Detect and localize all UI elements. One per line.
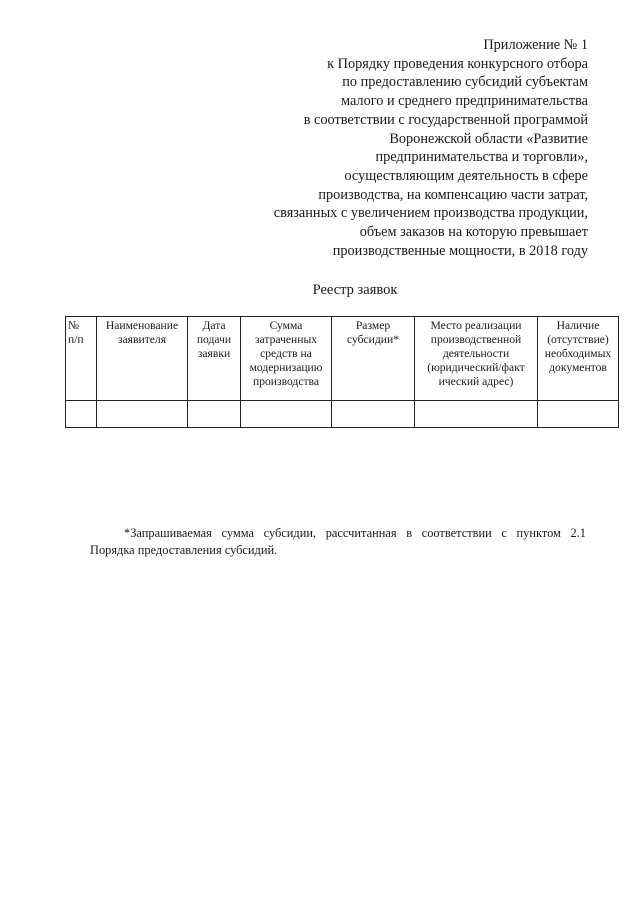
header-line: к Порядку проведения конкурсного отбора: [327, 55, 588, 72]
column-header-text: деятельности: [442, 347, 510, 360]
column-header-text: производственной: [430, 333, 522, 346]
appendix-header: [168, 36, 588, 260]
column-header-text: Наличие: [556, 319, 600, 332]
table-cell: [241, 401, 332, 428]
footnote-line: Порядка предоставления субсидий.: [90, 543, 278, 557]
column-header-text: подачи: [196, 333, 232, 346]
document-title: Реестр заявок: [312, 282, 398, 298]
header-line: производственные мощности, в 2018 году: [332, 242, 588, 259]
column-header-text: п/п: [68, 333, 84, 346]
column-header-text: Размер: [355, 319, 391, 332]
column-header-text: производства: [252, 375, 320, 388]
header-line: связанных с увеличением производства продукции,: [273, 205, 588, 222]
table-cell: [415, 401, 538, 428]
column-header-text: Наименование: [105, 319, 179, 332]
column-header-text: Дата: [202, 319, 226, 332]
column-header-text: №: [68, 319, 80, 332]
column-header-location: [415, 317, 538, 401]
header-line: в соответствии с государственной программой: [303, 111, 588, 128]
table-cell: [188, 401, 241, 428]
column-header-text: Место реализации: [430, 319, 522, 332]
column-header-text: документов: [549, 361, 607, 374]
column-header-text: затраченных: [254, 333, 318, 346]
column-header-text: (юридический/факт: [427, 361, 525, 374]
column-header-subsidy: [332, 317, 415, 401]
column-header-text: средств на: [260, 347, 312, 360]
column-header-text: модернизацию: [249, 361, 323, 374]
column-header-date: [188, 317, 241, 401]
table-cell: [332, 401, 415, 428]
column-header-text: ический адрес): [438, 375, 514, 388]
header-line: объем заказов на которую превышает: [359, 224, 588, 241]
column-header-text: заявителя: [117, 333, 167, 346]
footnote-line: *Запрашиваемая сумма субсидии, рассчитанная в соответствии с пунктом 2.1: [124, 526, 586, 540]
header-line: Приложение № 1: [483, 37, 588, 53]
table-cell: [66, 401, 97, 428]
column-header-number: [66, 317, 97, 401]
column-header-applicant: [97, 317, 188, 401]
applications-registry-table: [65, 316, 619, 428]
column-header-text: необходимых: [544, 347, 612, 360]
table-cell: [97, 401, 188, 428]
column-header-text: (отсутствие): [547, 333, 609, 346]
header-line: Воронежской области «Развитие: [389, 130, 588, 147]
column-header-expenses: [241, 317, 332, 401]
column-header-documents: [538, 317, 619, 401]
header-line: производства, на компенсацию части затрат,: [318, 186, 588, 203]
header-line: осуществляющим деятельность в сфере: [344, 167, 588, 184]
table-row: [66, 401, 619, 428]
table-header-row: [66, 317, 619, 401]
column-header-text: заявки: [197, 347, 231, 360]
header-line: предпринимательства и торговли»,: [375, 149, 588, 166]
footnote: [90, 525, 586, 559]
column-header-text: Сумма: [269, 319, 303, 332]
table-cell: [538, 401, 619, 428]
column-header-text: субсидии*: [347, 333, 399, 346]
header-line: малого и среднего предпринимательства: [341, 93, 588, 110]
header-line: по предоставлению субсидий субъектам: [342, 74, 588, 91]
